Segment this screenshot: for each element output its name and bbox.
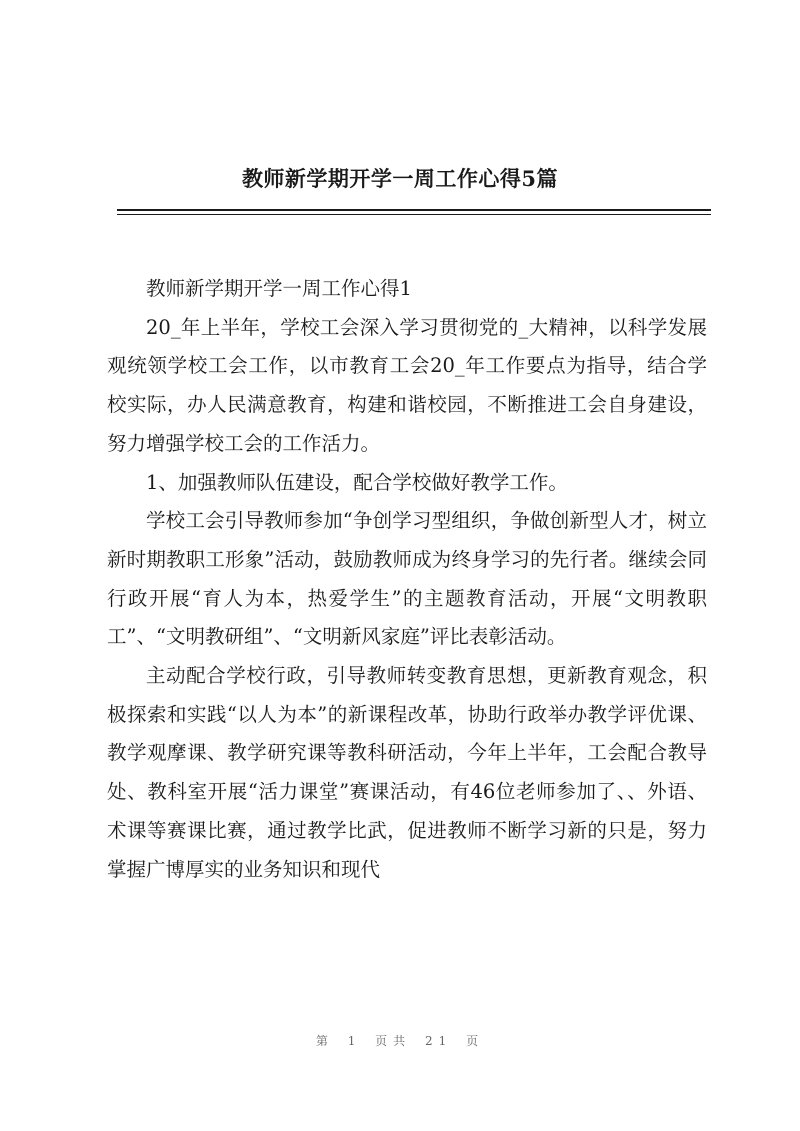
total-page-count: 21 — [425, 1034, 453, 1048]
subsection-heading: 1、加强教师队伍建设，配合学校做好教学工作。 — [146, 470, 568, 494]
document-body — [107, 270, 707, 889]
title-divider-thick — [117, 209, 711, 211]
paragraph: 学校工会引导教师参加“争创学习型组织，争做创新型人才，树立新时期教职工形象”活动，鼓励教师成为终身学习的先行者。继续会同行政开展“育人为本，热爱学生”的主题教育活动，开展“文明教职工”、“文明教研组”、“文明新风家庭”评比表彰活动。 — [107, 509, 707, 649]
page-footer — [0, 1032, 800, 1049]
page-label-prefix: 第 — [315, 1034, 334, 1048]
current-page-number: 1 — [347, 1034, 362, 1048]
section-heading: 教师新学期开学一周工作心得1 — [146, 277, 412, 300]
document-title: 教师新学期开学一周工作心得5篇 — [241, 166, 559, 191]
page-label-suffix: 页 — [466, 1034, 485, 1048]
page-label-middle: 页共 — [375, 1034, 412, 1048]
title-divider-thin — [117, 214, 711, 215]
paragraph: 主动配合学校行政，引导教师转变教育思想，更新教育观念，积极探索和实践“以人为本”的新课程改革，协助行政举办教学评优课、教学观摩课、教学研究课等教科研活动，今年上半年，工会配合教导处、教科室开展“活力课堂”赛课活动，有46位老师参加了、、外语、术课等赛课比赛，通过教学比武，促进教师不断学习新的只是，努力掌握广博厚实的业务知识和现代 — [107, 664, 707, 881]
paragraph: 20_年上半年，学校工会深入学习贯彻党的_大精神，以科学发展观统领学校工会工作，以市教育工会20_年工作要点为指导，结合学校实际，办人民满意教育，构建和谐校园，不断推进工会自身建设，努力增强学校工会的工作活力。 — [107, 315, 707, 455]
